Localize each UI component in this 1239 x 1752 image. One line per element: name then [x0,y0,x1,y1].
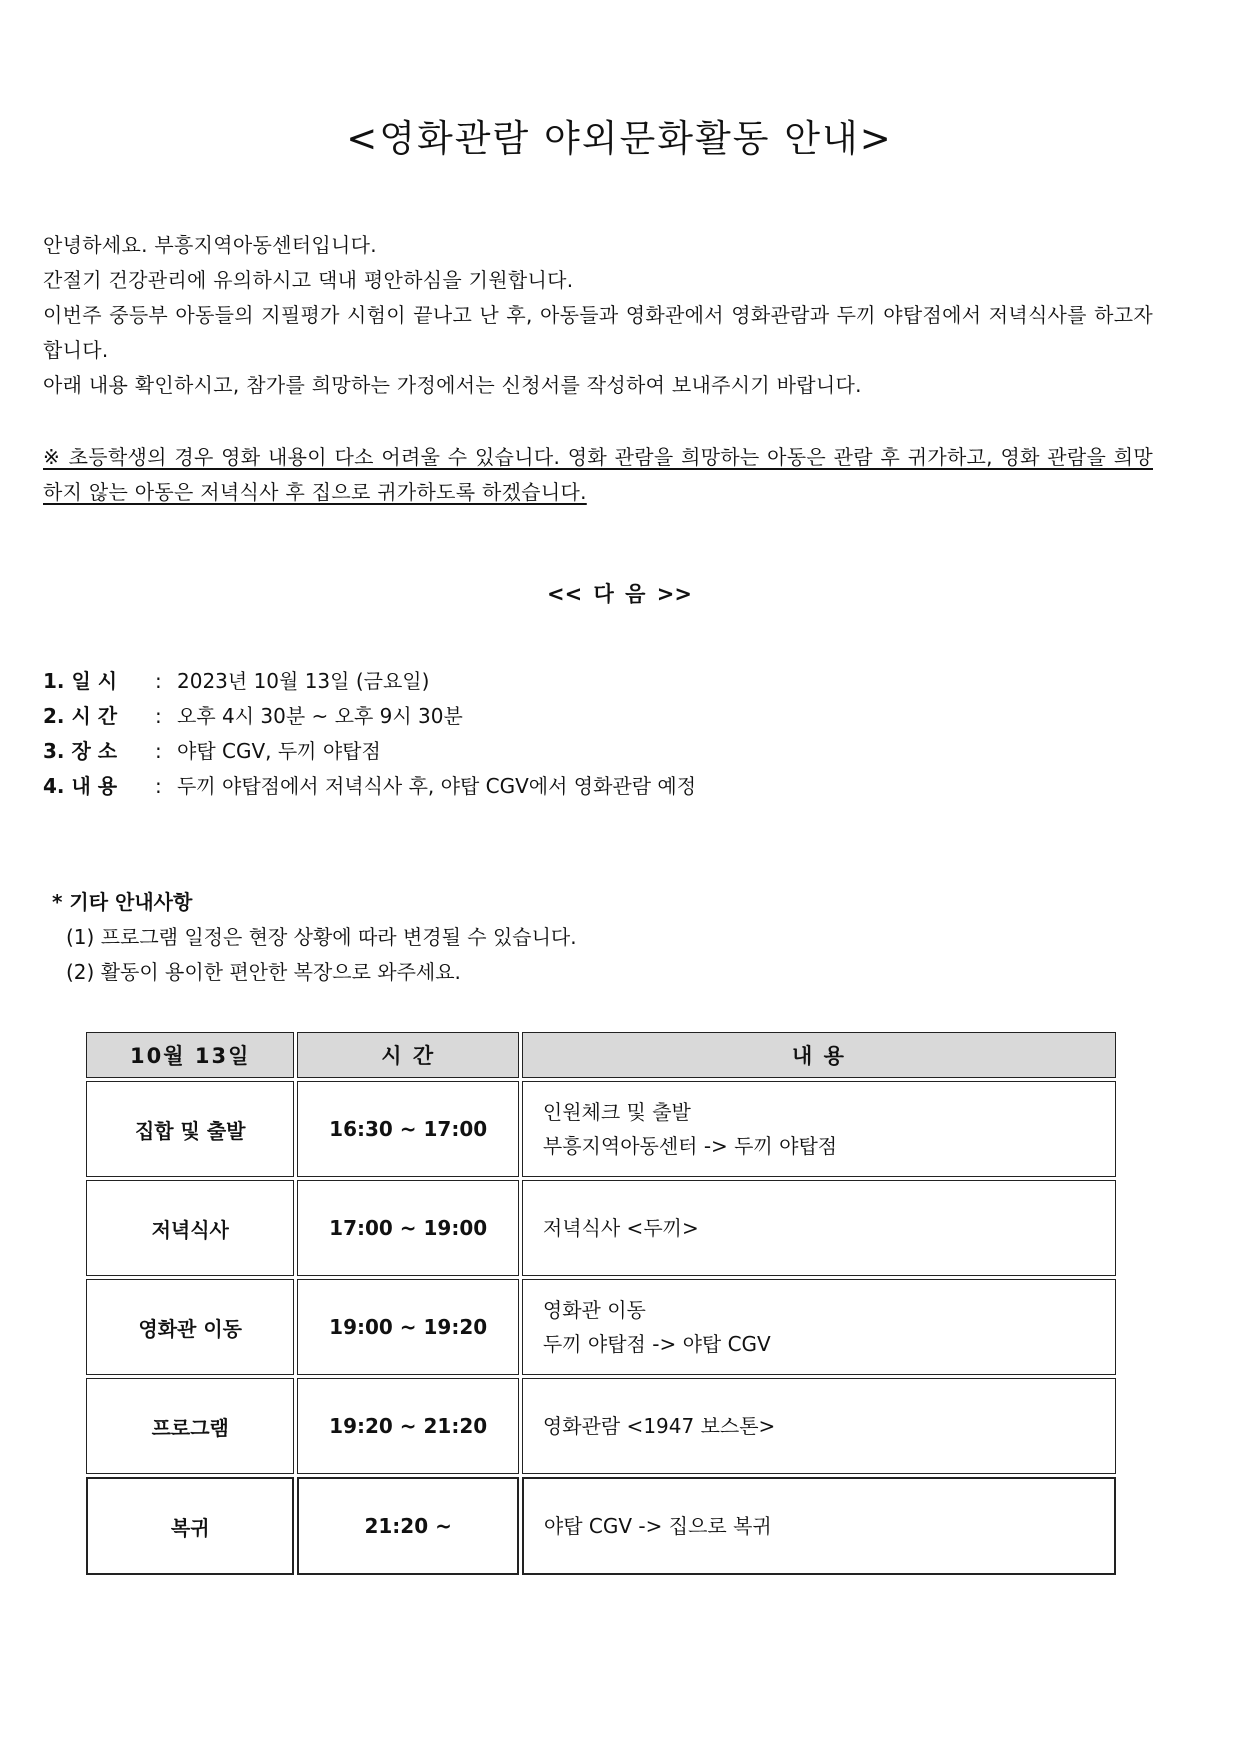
content-line: 부흥지역아동센터 -> 두끼 야탑점 [542,1134,838,1158]
header-date: 10월 13일 [86,1032,294,1078]
detail-value: 야탑 CGV, 두끼 야탑점 [177,739,381,763]
detail-label: 2. 시 간 [43,704,118,728]
intro-line: 간절기 건강관리에 유의하시고 댁내 평안하심을 기원합니다. [43,268,574,292]
content-cell [522,1378,1116,1474]
time-cell: 19:20 ~ 21:20 [297,1378,519,1474]
extra-note-item: (1) 프로그램 일정은 현장 상황에 따라 변경될 수 있습니다. [66,925,577,949]
content-line: 영화관람 <1947 보스톤> [542,1414,776,1438]
detail-value: 2023년 10월 13일 (금요일) [177,669,430,693]
table-header-row [86,1032,1116,1078]
detail-label: 3. 장 소 [43,739,118,763]
detail-label: 4. 내 용 [43,774,118,798]
content-line: 두끼 야탑점 -> 야탑 CGV [542,1332,771,1356]
details-list [43,664,696,804]
content-cell [522,1477,1116,1575]
time-cell: 17:00 ~ 19:00 [297,1180,519,1276]
time-cell: 16:30 ~ 17:00 [297,1081,519,1177]
detail-row-date [43,664,696,699]
extra-notes [52,885,577,990]
content-line: 저녁식사 <두끼> [542,1216,699,1240]
table-row [86,1279,1116,1375]
table-row [86,1180,1116,1276]
detail-separator: : [155,669,162,693]
detail-label: 1. 일 시 [43,669,118,693]
extra-notes-title: * 기타 안내사항 [52,890,193,914]
activity-cell: 집합 및 출발 [86,1081,294,1177]
header-content: 내 용 [522,1032,1116,1078]
table-row [86,1081,1116,1177]
content-line: 야탑 CGV -> 집으로 복귀 [543,1514,772,1538]
detail-value: 오후 4시 30분 ~ 오후 9시 30분 [177,704,463,728]
content-cell [522,1081,1116,1177]
activity-cell: 프로그램 [86,1378,294,1474]
header-time: 시 간 [297,1032,519,1078]
intro-line: 안녕하세요. 부흥지역아동센터입니다. [43,233,377,257]
section-heading: << 다 음 >> [547,582,692,606]
activity-cell: 영화관 이동 [86,1279,294,1375]
content-cell [522,1180,1116,1276]
detail-separator: : [155,774,162,798]
content-cell [522,1279,1116,1375]
detail-value: 두끼 야탑점에서 저녁식사 후, 야탑 CGV에서 영화관람 예정 [177,774,697,798]
detail-row-time [43,699,696,734]
table-row [86,1378,1116,1474]
content-line: 인원체크 및 출발 [542,1100,691,1124]
intro-paragraph [43,228,1153,403]
activity-cell: 저녁식사 [86,1180,294,1276]
time-cell: 19:00 ~ 19:20 [297,1279,519,1375]
detail-row-place [43,734,696,769]
detail-separator: : [155,704,162,728]
schedule-table [83,1029,1119,1578]
intro-line: 이번주 중등부 아동들의 지필평가 시험이 끝나고 난 후, 아동들과 영화관에서 영화관람과 두끼 야탑점에서 저녁식사를 하고자 합니다. [43,303,1153,362]
notice-text: ※ 초등학생의 경우 영화 내용이 다소 어려울 수 있습니다. 영화 관람을 희망하는 아동은 관람 후 귀가하고, 영화 관람을 희망하지 않는 아동은 저녁식사 후 집으로 귀가하도록 하겠습니다. [43,445,1153,504]
detail-separator: : [155,739,162,763]
detail-row-content [43,769,696,804]
activity-cell: 복귀 [86,1477,294,1575]
content-line: 영화관 이동 [542,1298,646,1322]
table-row [86,1477,1116,1575]
time-cell: 21:20 ~ [297,1477,519,1575]
intro-line: 아래 내용 확인하시고, 참가를 희망하는 가정에서는 신청서를 작성하여 보내주시기 바랍니다. [43,373,862,397]
extra-note-item: (2) 활동이 용이한 편안한 복장으로 와주세요. [66,960,461,984]
page-title: <영화관람 야외문화활동 안내> [346,117,893,160]
